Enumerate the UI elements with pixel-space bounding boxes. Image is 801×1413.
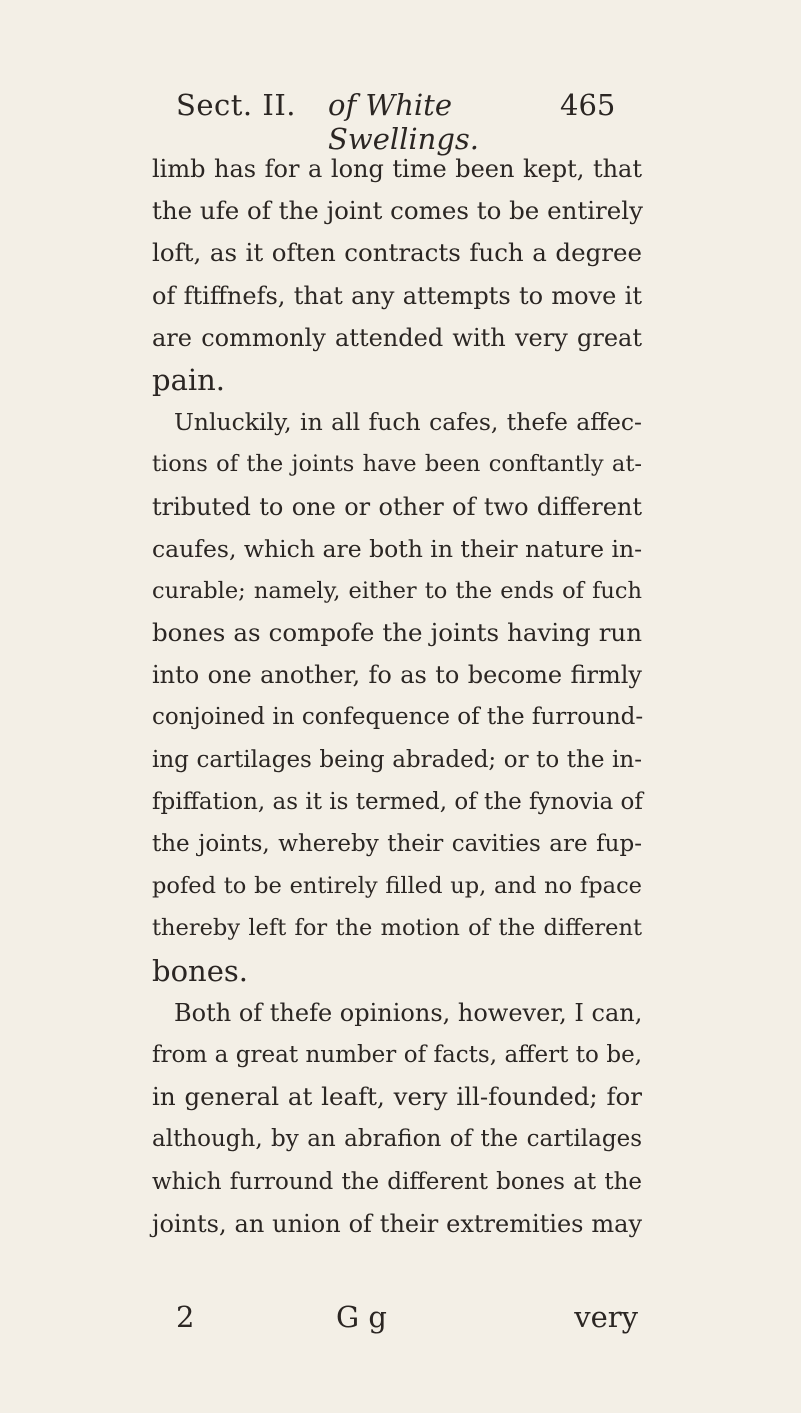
text-line: the ufe of the joint comes to be entirely [152,196,643,226]
catchline [176,1300,638,1342]
text-line: from a great number of facts, affert to be, [152,1041,642,1068]
catchword: very [574,1300,638,1334]
text-line: in general at leaft, very ill-founded; for [152,1082,642,1112]
text-line: pofed to be entirely filled up, and no fpace [152,873,642,900]
text-line: curable; namely, either to the ends of fuch [152,577,642,604]
running-head [176,88,616,156]
text-line: loft, as it often contracts fuch a degree [152,238,642,268]
text-line: joints, an union of their extremities may [152,1209,642,1238]
section-label: Sect. II. [176,88,296,122]
text-line: thereby left for the motion of the different [152,915,642,942]
text-line: caufes, which are both in their nature in- [152,534,643,563]
text-line: ing cartilages being abraded; or to the in- [152,746,642,773]
text-line: Unluckily, in all fuch cafes, thefe affec- [174,408,642,437]
text-line: bones as compofe the joints having run [152,618,642,648]
text-line: conjoined in confequence of the furround- [152,704,644,731]
page-number: 465 [560,88,616,122]
text-line: limb has for a long time been kept, that [152,155,642,183]
text-line: are commonly attended with very great [152,323,642,352]
text-line: of ftiffnefs, that any attempts to move it [152,281,642,310]
signature-number: 2 [176,1300,195,1334]
text-line: into one another, fo as to become firmly [152,661,642,690]
running-title: of White Swellings. [328,88,480,156]
text-line: fpiffation, as it is termed, of the fynovia of [152,788,643,815]
text-line: the joints, whereby their cavities are fup- [152,831,642,857]
text-line: bones. [152,953,248,988]
text-line: tributed to one or other of two different [152,492,642,521]
signature-mark: G g [336,1300,387,1334]
text-line: pain. [152,362,226,397]
text-line: tions of the joints have been conftantly at- [152,451,642,478]
text-line: which furround the different bones at the [152,1168,642,1195]
body-text [152,148,642,1245]
text-line: Both of thefe opinions, however, I can, [174,998,643,1027]
text-line: although, by an abrafion of the cartilages [152,1126,642,1153]
